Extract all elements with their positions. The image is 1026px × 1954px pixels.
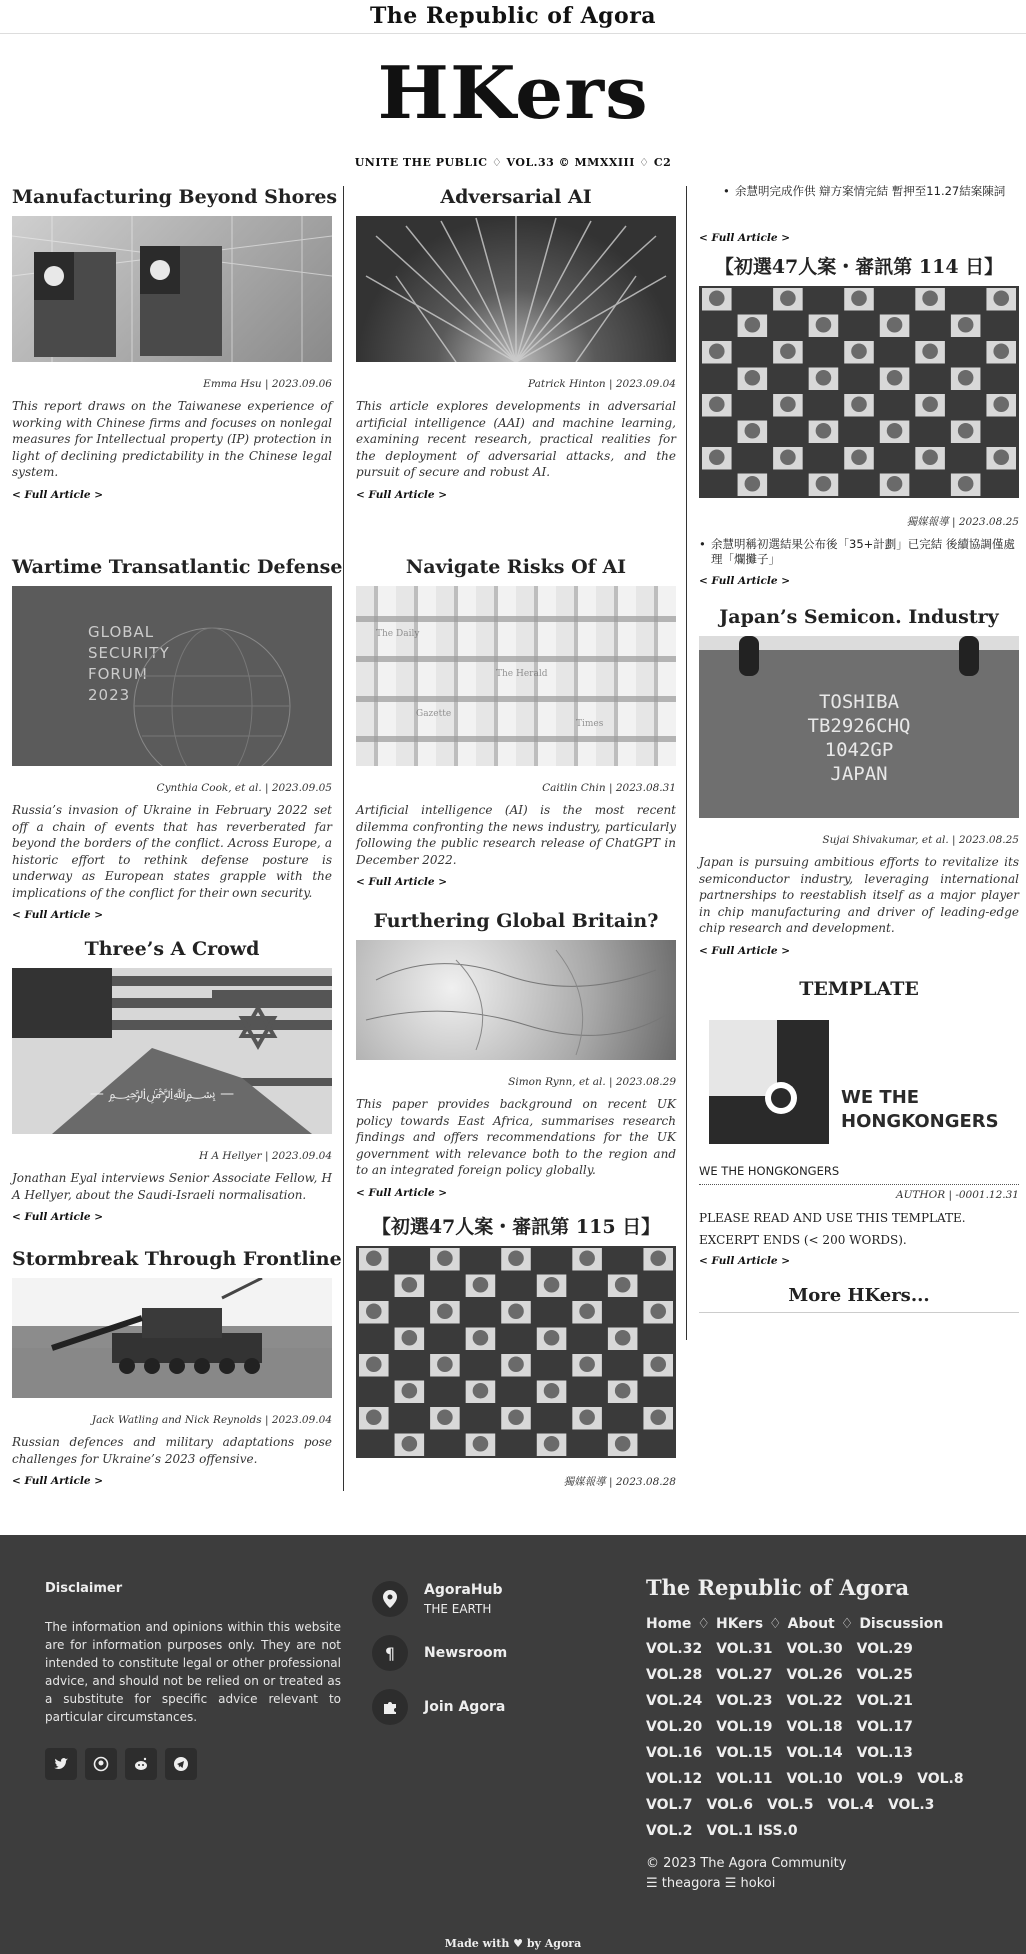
- location-pin-icon: [372, 1581, 408, 1617]
- defendants-grid-illustration: [356, 1246, 676, 1458]
- volume-link[interactable]: VOL.10: [786, 1771, 843, 1787]
- join-agora-title: Join Agora: [424, 1699, 506, 1715]
- svg-text:— ﷽ —: — ﷽ —: [89, 1086, 235, 1102]
- logo-text: WE THE HONGKONGERS: [841, 1087, 999, 1132]
- agorahub-link[interactable]: [372, 1581, 622, 1617]
- nav-separator: ♢: [697, 1616, 710, 1632]
- article-title[interactable]: 【初選47人案・審訊第 115 日】: [371, 1216, 661, 1238]
- article-title[interactable]: Three’s A Crowd: [84, 938, 260, 960]
- article-card: [699, 254, 1019, 587]
- pilcrow-icon: ¶: [372, 1635, 408, 1671]
- article-image[interactable]: [356, 940, 676, 1060]
- volume-link[interactable]: VOL.9: [856, 1771, 904, 1787]
- volume-link[interactable]: VOL.18: [786, 1719, 843, 1735]
- social-handles[interactable]: ☰ theagora ☰ hokoi: [646, 1876, 776, 1891]
- article-image[interactable]: [12, 1278, 332, 1398]
- full-article-link[interactable]: < Full Article >: [356, 1186, 448, 1199]
- volume-link[interactable]: VOL.1 ISS.0: [706, 1823, 798, 1839]
- nav-about[interactable]: About: [787, 1616, 835, 1632]
- volume-link[interactable]: VOL.32: [646, 1641, 703, 1657]
- volume-link[interactable]: VOL.4: [827, 1797, 874, 1813]
- article-byline: 獨媒報導 | 2023.08.25: [906, 516, 1019, 528]
- article-title[interactable]: Stormbreak Through Frontline: [12, 1248, 342, 1270]
- github-icon[interactable]: [85, 1748, 117, 1780]
- nav-discussion[interactable]: Discussion: [859, 1616, 944, 1632]
- footer-disclaimer: [45, 1581, 341, 1780]
- article-abstract: Russian defences and military adaptations pose challenges for Ukraine’s 2023 offensive.: [12, 1435, 332, 1466]
- article-title[interactable]: Wartime Transatlantic Defense: [12, 556, 343, 578]
- article-image[interactable]: [699, 636, 1019, 818]
- volume-link[interactable]: VOL.16: [646, 1745, 703, 1761]
- nav-home[interactable]: Home: [646, 1616, 692, 1632]
- telegram-icon[interactable]: [165, 1748, 197, 1780]
- volume-link[interactable]: VOL.24: [646, 1693, 703, 1709]
- article-card: [356, 554, 676, 888]
- volume-link[interactable]: VOL.22: [786, 1693, 843, 1709]
- volume-link[interactable]: VOL.29: [856, 1641, 913, 1657]
- template-byline: AUTHOR | -0001.12.31: [896, 1189, 1019, 1201]
- volume-link[interactable]: VOL.11: [716, 1771, 773, 1787]
- news-bullet: • 余慧明完成作供 辯方案情完結 暫押至11.27結案陳詞: [699, 184, 1019, 199]
- volume-link[interactable]: VOL.3: [887, 1797, 935, 1813]
- article-byline: 獨媒報導 | 2023.08.28: [563, 1476, 676, 1488]
- footer-navigation: [646, 1575, 996, 1894]
- article-abstract: This article explores developments in adversarial artificial intelligence (AAI) and machine learning, examining recent research, practical realities for the deployment of adversarial attacks, and the pursuit of secure and robust AI.: [356, 399, 676, 479]
- article-abstract: Russia’s invasion of Ukraine in February 2022 set off a chain of events that has reverberated far beyond the borders of the conflict. Across Europe, a historic effort to rethink defense posture is underway as European states grapple with the implications of the conflict for their own security.: [12, 803, 332, 900]
- volume-link[interactable]: VOL.12: [646, 1771, 703, 1787]
- column-divider: [343, 186, 344, 1491]
- twitter-icon[interactable]: [45, 1748, 77, 1780]
- article-byline: Patrick Hinton | 2023.09.04: [528, 378, 676, 390]
- made-with-credit: Made with ♥ by Agora: [444, 1937, 582, 1950]
- article-image[interactable]: [699, 286, 1019, 498]
- volume-link[interactable]: VOL.26: [786, 1667, 843, 1683]
- site-brand[interactable]: The Republic of Agora: [369, 3, 657, 29]
- newspaper-stack-illustration: [356, 586, 676, 766]
- volume-link[interactable]: VOL.14: [786, 1745, 843, 1761]
- join-agora-link[interactable]: [372, 1689, 622, 1725]
- article-title[interactable]: Japan’s Semicon. Industry: [719, 606, 999, 628]
- full-article-link[interactable]: < Full Article >: [356, 488, 448, 501]
- volume-links: [646, 1636, 996, 1844]
- full-article-link[interactable]: < Full Article >: [12, 1211, 104, 1223]
- article-title[interactable]: Furthering Global Britain?: [373, 910, 659, 932]
- full-article-link[interactable]: < Full Article >: [356, 876, 448, 888]
- svg-text:Gazette: Gazette: [416, 709, 452, 719]
- agorahub-title: AgoraHub: [424, 1582, 503, 1598]
- article-image[interactable]: [12, 216, 332, 362]
- flags-illustration: [12, 216, 332, 362]
- newsroom-title: Newsroom: [424, 1645, 508, 1661]
- disclaimer-text: The information and opinions within this website are for information purposes only. They are not intended to constitute legal or other professional advice, and should not be relied on or treated as a substitute for specific advice relevant to particular circumstances.: [45, 1620, 341, 1724]
- article-card: [356, 1214, 676, 1489]
- article-title[interactable]: 【初選47人案・審訊第 114 日】: [714, 256, 1004, 278]
- template-body-line: PLEASE READ AND USE THIS TEMPLATE.: [699, 1211, 966, 1225]
- volume-link[interactable]: VOL.13: [856, 1745, 913, 1761]
- article-byline: Simon Rynn, et al. | 2023.08.29: [508, 1076, 676, 1088]
- article-byline: Cynthia Cook, et al. | 2023.09.05: [156, 782, 332, 794]
- article-card: [356, 908, 676, 1199]
- article-byline: Sujai Shivakumar, et al. | 2023.08.25: [822, 834, 1019, 846]
- artillery-illustration: [12, 1278, 332, 1398]
- column-divider: [686, 980, 687, 1340]
- article-card: [12, 554, 343, 921]
- footer-brand[interactable]: The Republic of Agora: [646, 1575, 910, 1600]
- site-logo[interactable]: HKers: [377, 50, 649, 135]
- agorahub-subtitle: THE EARTH: [424, 1602, 492, 1616]
- article-abstract: Artificial intelligence (AI) is the most recent dilemma confronting the news industry, particularly following the public research release of ChatGPT in December 2022.: [356, 803, 676, 867]
- article-abstract: Jonathan Eyal interviews Senior Associate Fellow, H A Hellyer, about the Saudi-Israeli normalisation.: [12, 1171, 332, 1202]
- volume-link[interactable]: VOL.20: [646, 1719, 703, 1735]
- full-article-link[interactable]: < Full Article >: [12, 909, 104, 921]
- articles-grid: [0, 180, 1026, 1500]
- template-body-line: EXCERPT ENDS (< 200 WORDS).: [699, 1233, 907, 1247]
- volume-link[interactable]: VOL.21: [856, 1693, 913, 1709]
- article-byline: Caitlin Chin | 2023.08.31: [542, 782, 676, 794]
- volume-link[interactable]: VOL.17: [856, 1719, 913, 1735]
- globe-map-illustration: [356, 940, 676, 1060]
- article-card: [12, 184, 338, 501]
- puzzle-icon: [372, 1689, 408, 1725]
- spikes-illustration: [356, 216, 676, 362]
- article-abstract: This paper provides background on recent UK policy towards East Africa, summarises research findings and offers recommendations for the UK government with relevance both to the region and to an integrated foreign policy globally.: [356, 1097, 676, 1177]
- volume-link[interactable]: VOL.7: [646, 1797, 693, 1813]
- footer-nav: [646, 1616, 996, 1632]
- article-card: [12, 936, 332, 1223]
- volume-link[interactable]: VOL.8: [917, 1771, 964, 1787]
- volume-link[interactable]: VOL.28: [646, 1667, 703, 1683]
- volume-link[interactable]: VOL.30: [786, 1641, 843, 1657]
- full-article-link[interactable]: < Full Article >: [12, 488, 104, 501]
- image-caption-text: GLOBAL SECURITY FORUM 2023: [88, 623, 170, 704]
- template-title[interactable]: TEMPLATE: [799, 978, 919, 1000]
- article-byline: Jack Watling and Nick Reynolds | 2023.09.04: [91, 1414, 332, 1426]
- newsroom-link[interactable]: [372, 1635, 622, 1671]
- article-image[interactable]: [356, 586, 676, 766]
- volume-link[interactable]: VOL.6: [706, 1797, 753, 1813]
- article-image[interactable]: [356, 216, 676, 362]
- volume-link[interactable]: VOL.25: [856, 1667, 913, 1683]
- full-article-link[interactable]: < Full Article >: [699, 232, 791, 244]
- volume-link[interactable]: VOL.5: [766, 1797, 814, 1813]
- globe-dots-illustration: [12, 586, 332, 766]
- full-article-link[interactable]: < Full Article >: [699, 944, 791, 957]
- article-title[interactable]: Manufacturing Beyond Shores: [12, 186, 338, 208]
- template-caption: WE THE HONGKONGERS: [699, 1164, 1019, 1185]
- article-card: [12, 1246, 342, 1487]
- footer-links: [372, 1581, 622, 1743]
- article-image[interactable]: [356, 1246, 676, 1458]
- article-image[interactable]: [12, 586, 332, 766]
- article-title[interactable]: Adversarial AI: [440, 186, 592, 208]
- nav-separator: ♢: [769, 1616, 782, 1632]
- top-bar: [0, 0, 1026, 34]
- article-card: [699, 604, 1019, 957]
- full-article-link[interactable]: < Full Article >: [699, 575, 791, 587]
- volume-link[interactable]: VOL.15: [716, 1745, 773, 1761]
- article-abstract: This report draws on the Taiwanese experience of working with Chinese firms and focuses on nonlegal measures for Intellectual property (IP) protection in light of declining predictability in the Chinese legal system.: [12, 399, 332, 479]
- nav-hkers[interactable]: HKers: [715, 1616, 764, 1632]
- full-article-link[interactable]: < Full Article >: [12, 1475, 104, 1487]
- news-bullet: • 余慧明稱初選結果公布後「35+計劃」已完結 後續協調僅處理「爛攤子」: [675, 537, 1019, 567]
- volume-link[interactable]: VOL.23: [716, 1693, 773, 1709]
- article-card: [356, 184, 676, 501]
- svg-text:The Daily: The Daily: [376, 629, 420, 639]
- disclaimer-title: Disclaimer: [45, 1581, 123, 1596]
- svg-text:The Herald: The Herald: [496, 669, 548, 679]
- template-card: [699, 976, 1019, 1313]
- full-article-link[interactable]: < Full Article >: [699, 1255, 791, 1267]
- article-image[interactable]: [12, 968, 332, 1134]
- volume-link[interactable]: VOL.31: [716, 1641, 773, 1657]
- article-abstract: Japan is pursuing ambitious efforts to revitalize its semiconductor industry, leveraging international partnerships to reestablish itself as a major player in chip manufacturing and driver of leading-edge chip research and development.: [699, 855, 1019, 935]
- footer: [0, 1535, 1026, 1954]
- more-hkers-link[interactable]: More HKers...: [699, 1285, 1019, 1313]
- svg-text:Times: Times: [576, 719, 604, 729]
- masthead-tagline: UNITE THE PUBLIC ♢ VOL.33 © MMXXIII ♢ C2: [354, 156, 672, 169]
- copyright-text: © 2023 The Agora Community: [646, 1856, 847, 1871]
- volume-link[interactable]: VOL.2: [646, 1823, 693, 1839]
- social-links: [45, 1748, 341, 1780]
- nav-separator: ♢: [840, 1616, 854, 1632]
- chip-label: TOSHIBA TB2926CHQ 1042GP JAPAN: [807, 691, 911, 785]
- article-title[interactable]: Navigate Risks Of AI: [405, 556, 627, 578]
- reddit-icon[interactable]: [125, 1748, 157, 1780]
- template-logo[interactable]: [699, 1008, 1019, 1152]
- article-byline: Emma Hsu | 2023.09.06: [203, 378, 332, 390]
- column-divider: [686, 186, 687, 986]
- volume-link[interactable]: VOL.27: [716, 1667, 773, 1683]
- article-byline: H A Hellyer | 2023.09.04: [199, 1150, 332, 1162]
- three-flags-illustration: [12, 968, 332, 1134]
- masthead: [0, 34, 1026, 169]
- defendants-grid-illustration: [699, 286, 1019, 498]
- copyright: [646, 1854, 996, 1894]
- volume-link[interactable]: VOL.19: [716, 1719, 773, 1735]
